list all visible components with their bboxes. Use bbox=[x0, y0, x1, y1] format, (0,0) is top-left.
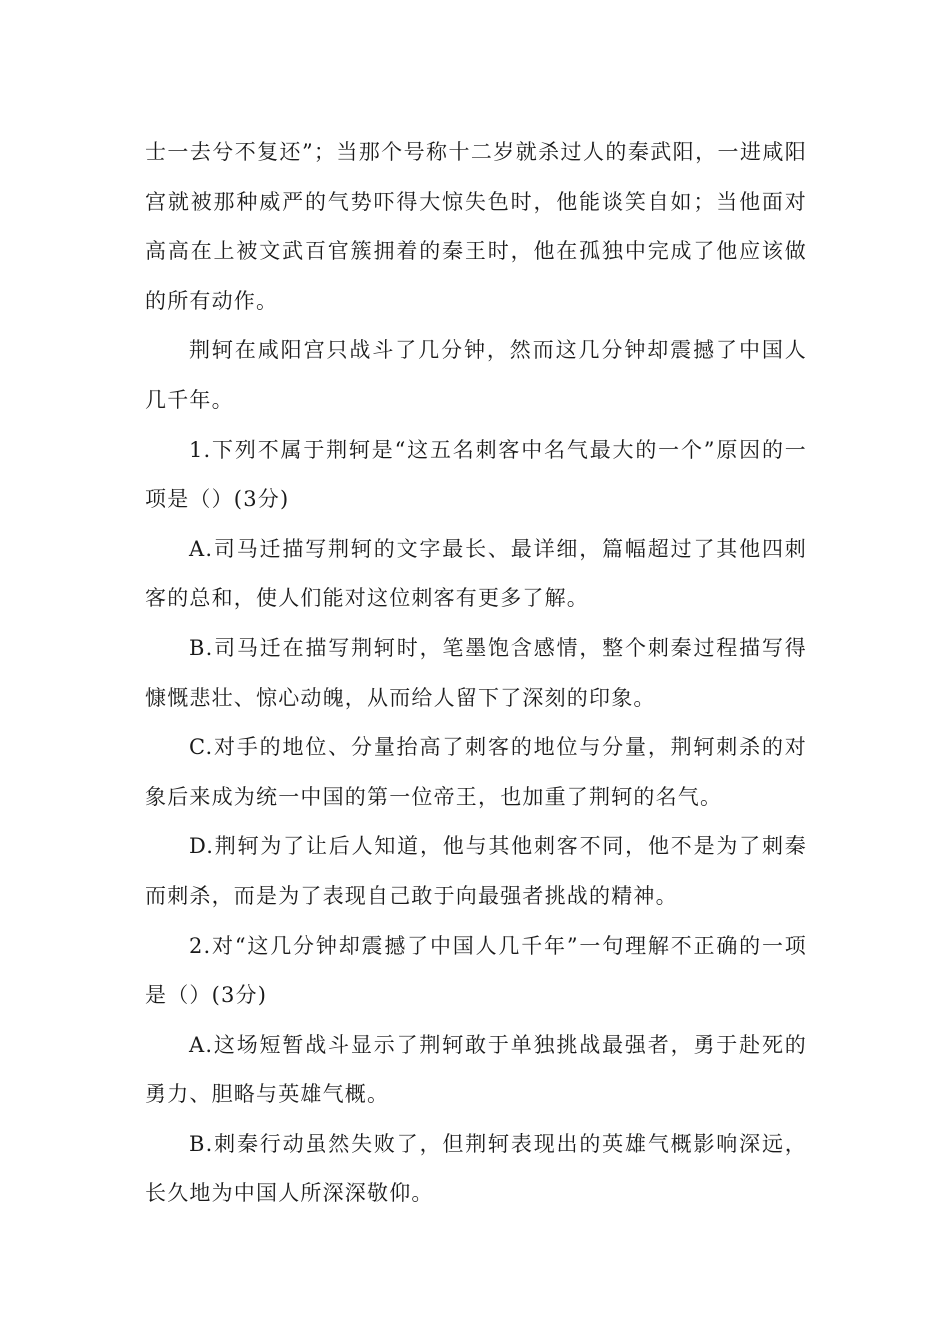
paragraph-continuation: 士一去兮不复还”；当那个号称十二岁就杀过人的秦武阳，一进咸阳宫就被那种威严的气势吓得大惊失色时，他能谈笑自如；当他面对高高在上被文武百官簇拥着的秦王时，他在孤独中完成了他应该做的所有动作。 bbox=[145, 140, 807, 313]
paragraph-conclusion: 荆轲在咸阳宫只战斗了几分钟，然而这几分钟却震撼了中国人几千年。 bbox=[145, 338, 807, 412]
question-1: 1.下列不属于荆轲是“这五名刺客中名气最大的一个”原因的一项是（）(3分) bbox=[145, 437, 807, 512]
question-2: 2.对“这几分钟却震撼了中国人几千年”一句理解不正确的一项是（）(3分) bbox=[145, 933, 807, 1008]
question-1-option-b: B.司马迁在描写荆轲时，笔墨饱含感情，整个刺秦过程描写得慷慨悲壮、惊心动魄，从而给人留下了深刻的印象。 bbox=[145, 635, 807, 710]
question-1-option-d: D.荆轲为了让后人知道，他与其他刺客不同，他不是为了刺秦而刺杀，而是为了表现自己敢于向最强者挑战的精神。 bbox=[145, 834, 807, 908]
document-body bbox=[145, 128, 807, 1219]
question-2-option-a: A.这场短暂战斗显示了荆轲敢于单独挑战最强者，勇于赴死的勇力、胆略与英雄气概。 bbox=[145, 1032, 807, 1107]
question-2-option-b: B.刺秦行动虽然失败了，但荆轲表现出的英雄气概影响深远，长久地为中国人所深深敬仰。 bbox=[145, 1131, 807, 1206]
question-1-option-c: C.对手的地位、分量抬高了刺客的地位与分量，荆轲刺杀的对象后来成为统一中国的第一位帝王，也加重了荆轲的名气。 bbox=[145, 735, 807, 809]
question-1-option-a: A.司马迁描写荆轲的文字最长、最详细，篇幅超过了其他四刺客的总和，使人们能对这位刺客有更多了解。 bbox=[145, 536, 807, 611]
